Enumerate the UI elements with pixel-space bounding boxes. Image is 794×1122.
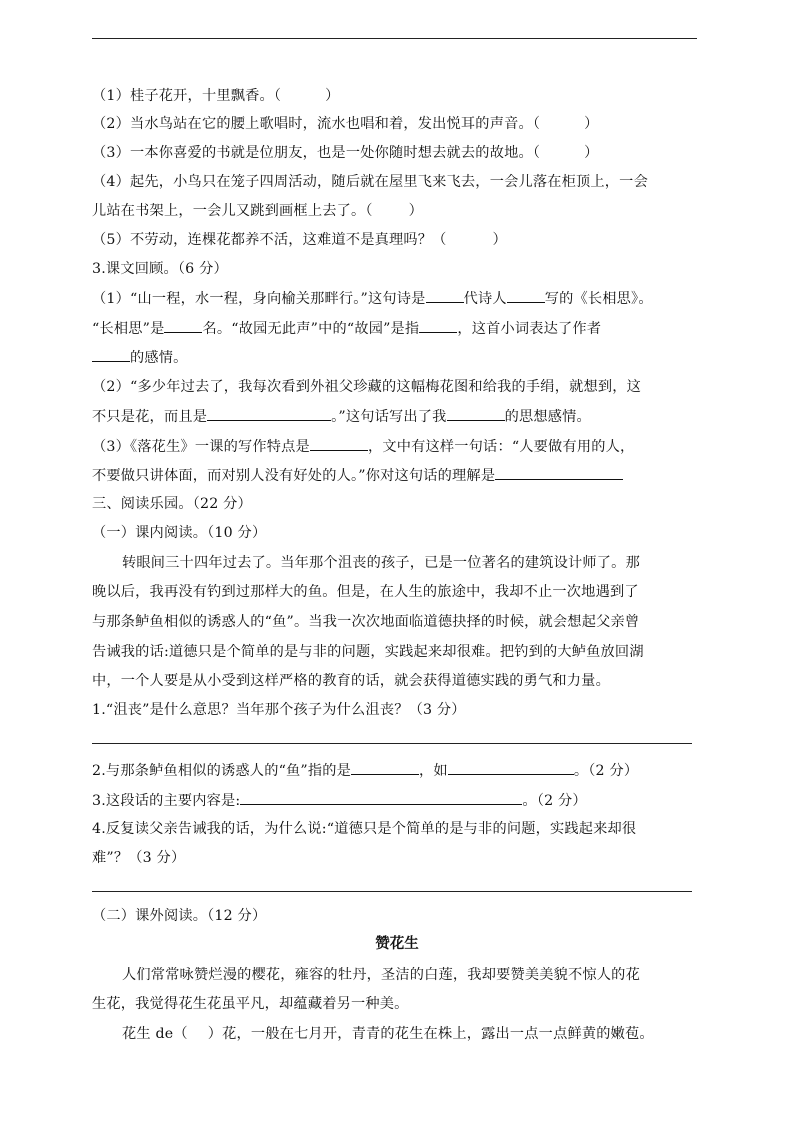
q3-s3-line1: （3）《落花生》一课的写作特点是 ，文中有这样一句话：“人要做有用的人， xyxy=(92,436,634,457)
q2-item-3: （3）一本你喜爱的书就是位朋友，也是一处你随时想去就去的故地。（ ） xyxy=(92,145,599,161)
reading-q4-line2: 难”？（3 分） xyxy=(92,850,186,866)
answer-line[interactable] xyxy=(92,891,692,892)
q3-s1-line2: “长相思”是 名。“故园无此声”中的“故园”是指 ，这首小词表达了作者 xyxy=(92,318,601,339)
answer-blank[interactable] xyxy=(164,318,202,333)
reading-q3: 3.这段话的主要内容是: 。（2 分） xyxy=(92,790,587,811)
reading-q4-line1: 4.反复读父亲告诫我的话，为什么说:“道德只是个简单的是与非的问题，实践起来却很 xyxy=(92,821,637,837)
passage-line-1: 转眼间三十四年过去了。当年那个沮丧的孩子，已是一位著名的建筑设计师了。那 xyxy=(122,555,640,571)
q3-heading: 3.课文回顾。（6 分） xyxy=(92,261,228,277)
answer-blank[interactable] xyxy=(351,760,419,775)
article-p1-line2: 生花，我觉得花生花虽平凡，却蕴藏着另一种美。 xyxy=(92,996,409,1012)
answer-blank[interactable] xyxy=(310,436,368,451)
reading-q2: 2.与那条鲈鱼相似的诱惑人的“鱼”指的是 ，如 。（2 分） xyxy=(92,760,638,781)
answer-blank[interactable] xyxy=(507,288,545,303)
q2-item-4-line2: 儿站在书架上，一会儿又跳到画框上去了。（ ） xyxy=(92,203,424,219)
q2-item-5: （5）不劳动，连棵花都养不活，这难道不是真理吗？（ ） xyxy=(92,232,507,248)
q3-s2-line1: （2）“多少年过去了，我每次看到外祖父珍藏的这幅梅花图和给我的手绢，就想到，这 xyxy=(92,379,642,395)
part3-heading: 三、阅读乐园。（22 分） xyxy=(92,496,252,512)
passage-line-3: 与那条鲈鱼相似的诱惑人的“鱼”。当我一次次地面临道德抉择的时候，就会想起父亲曾 xyxy=(92,614,640,630)
q3-s1-line1: （1）“山一程，水一程，身向榆关那畔行。”这句诗是 代诗人 写的《长相思》。 xyxy=(92,288,653,309)
answer-blank[interactable] xyxy=(207,406,331,421)
q2-item-2: （2）当水鸟站在它的腰上歌唱时，流水也唱和着，发出悦耳的声音。（ ） xyxy=(92,116,599,132)
passage-line-2: 晚以后，我再没有钓到过那样大的鱼。但是，在人生的旅途中，我却不止一次地遇到了 xyxy=(92,584,639,600)
q2-item-4-line1: （4）起先，小鸟只在笼子四周活动，随后就在屋里飞来飞去，一会儿落在柜顶上，一会 xyxy=(92,174,648,190)
article-p2-line1: 花生 de（ ）花，一般在七月开，青青的花生在株上，露出一点一点鲜黄的嫩苞。 xyxy=(122,1026,654,1042)
part3-sub2-heading: （二）课外阅读。（12 分） xyxy=(92,908,267,924)
answer-blank[interactable] xyxy=(240,790,522,805)
answer-blank[interactable] xyxy=(419,318,457,333)
answer-blank[interactable] xyxy=(448,760,574,775)
passage-line-4: 告诫我的话:道德只是个简单的是与非的问题，实践起来却很难。把钓到的大鲈鱼放回湖 xyxy=(92,644,644,660)
answer-line[interactable] xyxy=(92,743,692,744)
q3-s2-line2: 不只是花，而且是 。”这句话写出了我 的思想感情。 xyxy=(92,406,591,427)
article-title: 赞花生 xyxy=(375,935,419,952)
q3-s1-line3: 的感情。 xyxy=(92,347,188,368)
answer-blank[interactable] xyxy=(495,465,623,480)
article-p1-line1: 人们常常咏赞烂漫的樱花，雍容的牡丹，圣洁的白莲，我却要赞美美貌不惊人的花 xyxy=(122,967,640,983)
reading-q1: 1.“沮丧”是什么意思？当年那个孩子为什么沮丧？（3 分） xyxy=(92,702,466,718)
part3-sub1-heading: （一）课内阅读。（10 分） xyxy=(92,525,267,541)
q3-s3-line2: 不要做只讲体面，而对别人没有好处的人。”你对这句话的理解是 xyxy=(92,465,623,486)
passage-line-5: 中，一个人要是从小受到这样严格的教育的话，就会获得道德实践的勇气和力量。 xyxy=(92,673,610,689)
answer-blank[interactable] xyxy=(447,406,505,421)
answer-blank[interactable] xyxy=(426,288,464,303)
header-rule xyxy=(92,38,697,39)
q2-item-1: （1）桂子花开，十里飘香。（ ） xyxy=(92,88,340,104)
answer-blank[interactable] xyxy=(92,347,130,362)
